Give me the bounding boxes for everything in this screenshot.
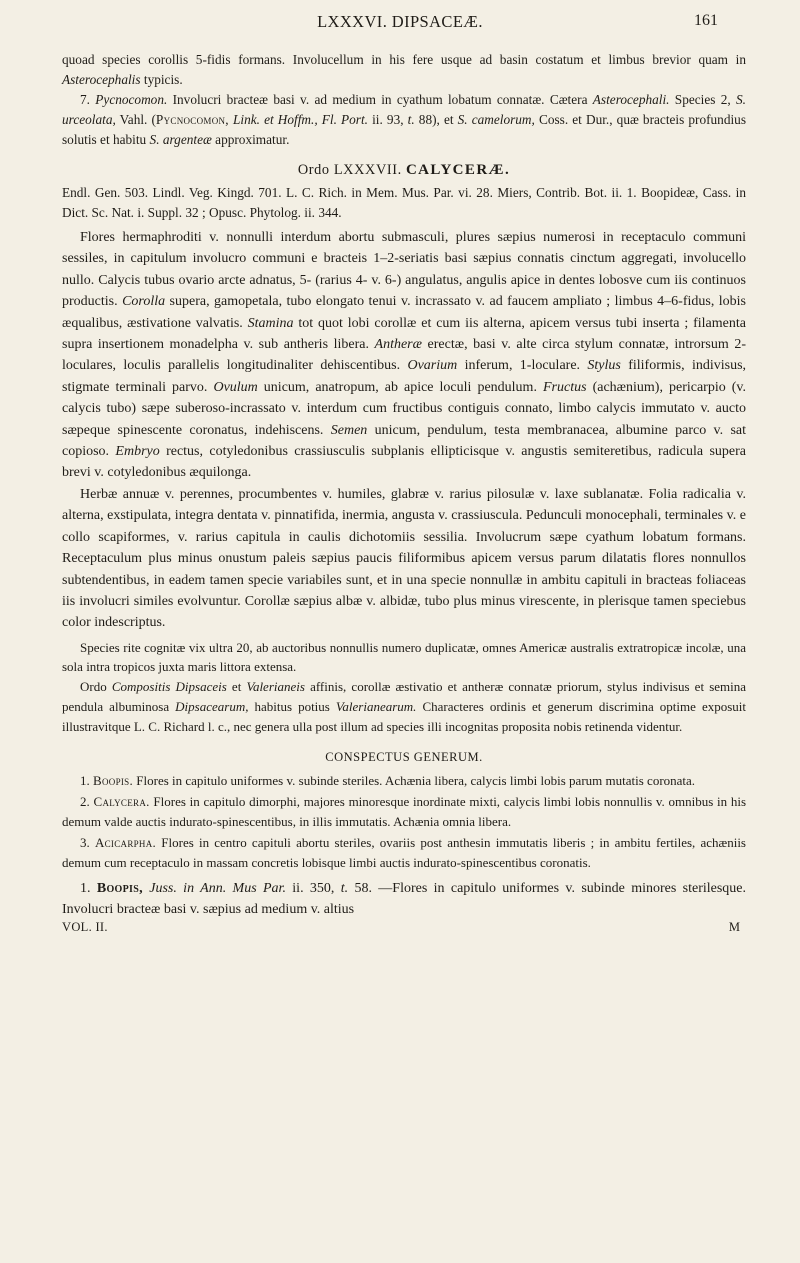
order-description: Flores hermaphroditi v. nonnulli interdum abortu submasculi, plures sæpius numerosi in receptaculo communi sessiles, in capitulum involucro communi e bracteis 1–2-seriatis basi sæpius connatis cinctum aggregati, involucello nullo. Calycis tubus ovario arcte adnatus, 5- (rarius 4- v. 6-) angulatus, angulis apice in dentes lobosve cum iis continuos productis. Corolla supera, gamopetala, tubo elongato tenui v. incrassato v. ad faucem ampliato ; limbus 4–6-fidus, lobis æqualibus, æstivatione valvatis. Stamina tot quot lobi corollæ et cum iis alterna, apicem versus tubi inserta ; filamenta supra insertionem monadelpha v. sub antheris libera. Antheræ erectæ, basi v. alte circa stylum connatæ, introrsum 2-loculares, loculis parallelis longitudinaliter dehiscentibus. Ovarium inferum, 1-loculare. Stylus filiformis, indivisus, stigmate terminali parvo. Ovulum unicum, anatropum, ab apice loculi pendulum. Fructus (achænium), pericarpio (v. calycis tubo) sæpe suberoso-incrassato v. interdum cum fructibus contiguis connato, limbo calycis immutato v. aucto sæpeque spinescente coronatus, indehiscens. Semen unicum, pendulum, testa membranacea, albumine parco v. sat copioso. Embryo rectus, cotyledonibus crassiusculis subplanis ellipticisque v. angustis semiteretibus, radicula supera brevi v. cotyledonibus æquilonga. [62, 230, 747, 481]
running-header [0, 12, 800, 36]
order-heading [62, 162, 746, 179]
volume-label: VOL. II. [62, 920, 108, 935]
item-7-paragraph: 7. Pycnocomon. Involucri bracteæ basi v. ad medium in cyathum lobatum connatæ. Cætera Asterocephali. Species 2, S. urceolata, Vahl. (Pycnocomon, Link. et Hoffm., Fl. Port. ii. 93, t. 88), et S. camelorum, Coss. et Dur., quæ bracteis profundius solutis et habitu S. argenteæ approximatur. [62, 92, 746, 147]
order-name: CALYCERÆ. [405, 162, 511, 178]
signature-mark: M [728, 920, 740, 935]
page-number: 161 [694, 12, 718, 29]
header-title: LXXXVI. DIPSACEÆ. [317, 12, 483, 31]
affinity-note: Ordo Compositis Dipsaceis et Valerianeis affinis, corollæ æstivatio et antheræ connatæ priorum, stylus indivisus et semina pendula albuminosa Dipsacearum, habitus potius Valerianearum. Characteres ordinis et generum discrimina optime exposuit illustravitque L. C. Richard l. c., nec genera ulla post illum ad species illi incognitas proposita nobis retinenda videntur. [62, 679, 747, 734]
genus-boopis-paragraph: 1. Boopis, Juss. in Ann. Mus Par. ii. 350, t. 58. —Flores in capitulo uniformes v. subinde minores sterilesque. Involucri bracteæ basi v. sæpius ad medium v. altius [62, 881, 747, 918]
habit-description: Herbæ annuæ v. perennes, procumbentes v. humiles, glabræ v. rarius pilosulæ v. laxe sublanatæ. Folia radicalia v. alterna, exstipulata, integra dentata v. pinnatifida, inermia, angusta v. crassiuscula. Pedunculi monocephali, terminales v. e collo scapiformes, v. rarius capitula in caulis dichotomiis sessilia. Involucrum sæpe cyathum lobatum formans. Receptaculum plus minus onustum paleis sæpius paucis filiformibus apicem versus parum dilatatis flores nonnullos subtendentibus, in eadem tamen specie variabiles sunt, et in una specie nonnullæ in ambitu capituli in bracteas foliaceas iis involucri similes evolvuntur. Corollæ sæpius albæ v. albidæ, tubo plus minus virescente, in plerisque tamen speciebus color indescriptus. [62, 486, 746, 631]
conspectus-item: 2. Calycera. Flores in capitulo dimorphi, majores minoresque inordinate mixti, calycis limbi lobis nonnullis v. omnibus in his demum valde auctis indurato-spinescentibus, in illis immutatis. Achænia omnia libera. [62, 794, 746, 830]
order-label: Ordo LXXXVII. [297, 162, 402, 178]
conspectus-title: CONSPECTUS GENERUM. [325, 750, 483, 765]
intro-paragraph: quoad species corollis 5-fidis formans. Involucellum in his fere usque ad basin costatum et limbus brevior quam in Asterocephalis typicis. [62, 52, 746, 87]
conspectus-item: 3. Acicarpha. Flores in centro capituli abortu steriles, ovariis post anthesin immutatis liberis ; in ambitu fertiles, achæniis demum cum receptaculo in massam concretis lobisque limbi auctis indurato-spinescentibus coronatis. [62, 835, 746, 871]
references-paragraph: Endl. Gen. 503. Lindl. Veg. Kingd. 701. L. C. Rich. in Mem. Mus. Par. vi. 28. Miers, Contrib. Bot. ii. 1. Boopideæ, Cass. in Dict. Sc. Nat. i. Suppl. 32 ; Opusc. Phytolog. ii. 344. [62, 185, 746, 220]
species-note: Species rite cognitæ vix ultra 20, ab auctoribus nonnullis numero duplicatæ, omnes Americæ australis extratropicæ incolæ, una sola intra tropicos juxta maris littora extensa. [62, 639, 746, 675]
conspectus-item: 1. Boopis. Flores in capitulo uniformes v. subinde steriles. Achænia libera, calycis limbi lobis parum mutatis coronata. [80, 773, 696, 789]
page-footer [62, 920, 746, 935]
page-body [62, 50, 746, 935]
